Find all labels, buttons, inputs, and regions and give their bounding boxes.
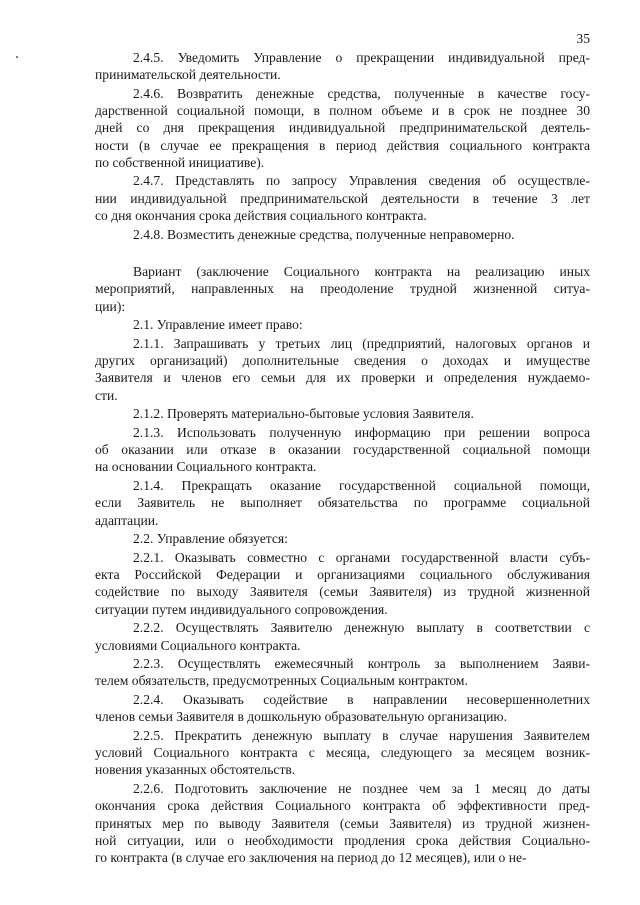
body-text [95,49,590,868]
text-line: дней со дня прекращения индивидуальной предпринимательской деятель- [95,120,590,136]
section-top [95,49,590,243]
text-line: принятых мер по выводу Заявителя (семьи Заявителя) из трудной жизнен- [95,815,590,831]
text-line: 2.4.5. Уведомить Управление о прекращении индивидуальной пред- [133,50,590,65]
text-line: 2.2.3. Осуществлять ежемесячный контроль за выполнением Заяви- [133,656,590,672]
text-line: 2.4.6. Возвратить денежные средства, полученные в качестве госу- [133,85,590,101]
text-line: членов семьи Заявителя в дошкольную образовательную организацию. [95,709,507,725]
scan-speck [16,56,18,58]
paragraph-2-4-6 [95,85,590,171]
text-line: Заявителя и членов его семьи для их проверки и определения нуждаемо- [95,370,590,386]
text-line: со дня окончания срока действия социального контракта. [95,207,427,223]
text-line: новения указанных обстоятельств. [95,762,296,778]
text-line: 2.2.6. Подготовить заключение не позднее чем за 1 месяц до даты [133,781,590,797]
text-line: 2.1.2. Проверять материально-бытовые условия Заявителя. [133,406,474,422]
paragraph-2-2-5 [95,727,590,779]
text-line: других организаций) дополнительные сведения о доходах и имуществе [95,353,590,369]
text-line: условиями Социального контракта. [95,637,301,653]
paragraph-2-2-3 [95,655,590,689]
text-line: телем обязательств, предусмотренных Социальным контрактом. [95,673,468,689]
text-line: содействие по выходу Заявителя (семьи Заявителя) из трудной жизненной [95,584,590,600]
paragraph-2-4-5 [95,49,590,83]
text-line: 2.2.2. Осуществлять Заявителю денежную выплату в соответствии с [133,620,590,636]
paragraph-2-4-8 [95,226,590,243]
paragraph-2-2-6 [95,780,590,866]
paragraph-2-4-7 [95,172,590,224]
text-line: адаптации. [95,512,159,528]
text-line: 2.2.5. Прекратить денежную выплату в случае нарушения Заявителем [133,728,590,744]
text-line: Вариант (заключение Социального контракта на реализацию иных [133,264,590,280]
paragraph-2-1-2 [95,405,590,422]
text-line: 2.1. Управление имеет право: [133,317,303,333]
text-line: окончания срока действия Социального контракта об эффективности пред- [95,798,590,814]
text-line: на основании Социального контракта. [95,459,317,475]
text-line: мероприятий, направленных на преодоление трудной жизненной ситуа- [95,281,590,297]
page-number: 35 [576,31,590,46]
text-line: ности (в случае ее прекращения в период действия социального контракта [95,137,590,153]
text-line: 2.4.8. Возместить денежные средства, полученные неправомерно. [133,226,515,242]
text-line: 2.4.7. Представлять по запросу Управления сведения об осуществле- [133,173,590,189]
text-line: если Заявитель не выполняет обязательства по программе социальной [95,495,590,511]
paragraph-2-2-2 [95,619,590,653]
paragraph-2-1-1 [95,335,590,404]
section-gap [95,244,590,263]
paragraph-2-1-4 [95,477,590,529]
paragraph-2-2 [95,530,590,547]
paragraph-2-1 [95,316,590,333]
text-line: принимательской деятельности. [95,67,281,83]
text-line: условий Социального контракта с месяца, следующего за месяцем возник- [95,745,590,761]
text-line: 2.1.4. Прекращать оказание государственной социальной помощи, [133,478,590,494]
text-line: нии индивидуальной предпринимательской деятельности в течение 3 лет [95,190,590,206]
text-line: 2.2.1. Оказывать совместно с органами государственной власти субъ- [133,549,590,565]
text-line: екта Российской Федерации и организациями социального обслуживания [95,567,590,583]
paragraph-2-1-3 [95,424,590,476]
paragraph-2-2-1 [95,549,590,618]
text-line: дарственной социальной помощи, в полном объеме и в срок не позднее 30 [95,103,590,119]
text-line: сти. [95,387,118,403]
text-line: ции): [95,298,126,314]
section-bottom [95,263,590,866]
text-line: по собственной инициативе). [95,154,265,170]
text-line: 2.2. Управление обязуется: [133,531,288,547]
text-line: го контракта (в случае его заключения на период до 12 месяцев), или о не- [95,849,527,865]
text-line: ситуации путем индивидуального сопровождения. [95,601,388,617]
text-line: ной ситуации, или о необходимости продления срока действия Социально- [95,832,590,848]
text-line: 2.1.1. Запрашивать у третьих лиц (предприятий, налоговых органов и [133,336,590,352]
paragraph-variant [95,263,590,315]
text-line: 2.1.3. Использовать полученную информацию при решении вопроса [133,425,590,441]
paragraph-2-2-4 [95,691,590,725]
text-line: 2.2.4. Оказывать содействие в направлении несовершеннолетних [133,692,590,708]
text-line: об оказании или отказе в оказании государственной социальной помощи [95,442,590,458]
